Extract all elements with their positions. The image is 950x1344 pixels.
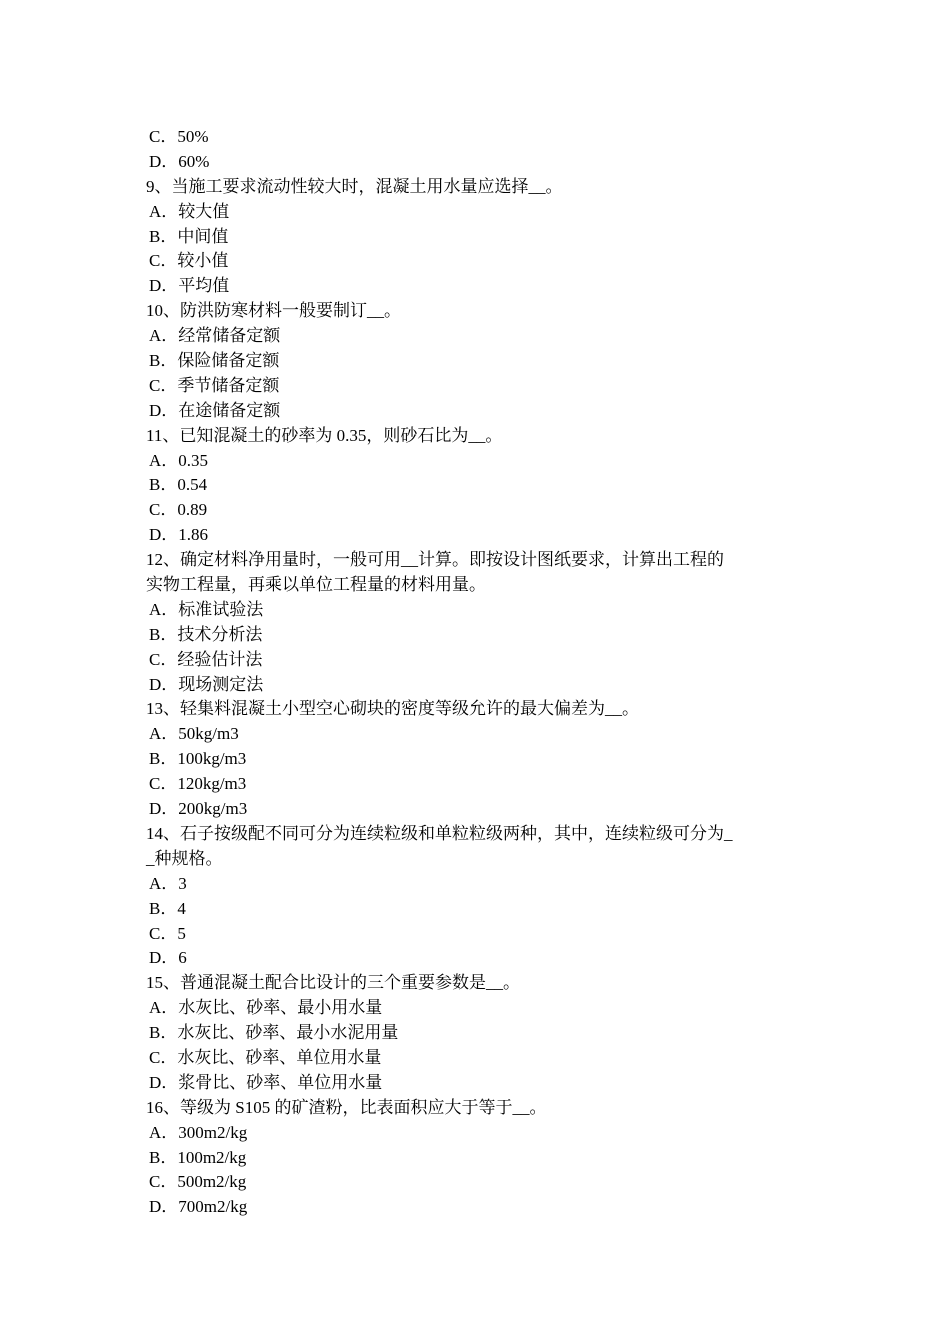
answer-option: C．较小值: [149, 251, 229, 271]
question-list: [146, 125, 810, 1220]
answer-option: A．较大值: [149, 201, 230, 221]
answer-option: B．100kg/m3: [149, 749, 247, 769]
question-text: _种规格。: [146, 848, 223, 868]
answer-option: B．水灰比、砂率、最小水泥用量: [149, 1023, 399, 1043]
answer-option: D．浆骨比、砂率、单位用水量: [149, 1072, 383, 1092]
answer-option: B．4: [149, 898, 186, 918]
answer-option: B．中间值: [149, 226, 229, 246]
answer-option: B．0.54: [149, 475, 208, 495]
question-text: 11、已知混凝土的砂率为 0.35，则砂石比为__。: [146, 425, 503, 445]
answer-option: B．100m2/kg: [149, 1147, 247, 1167]
answer-option: D．6: [149, 948, 187, 968]
answer-option: A．水灰比、砂率、最小用水量: [149, 998, 383, 1018]
answer-option: C．50%: [149, 127, 209, 146]
answer-option: D．60%: [149, 151, 210, 171]
answer-option: D．1.86: [149, 525, 209, 545]
answer-option: A．0.35: [149, 450, 209, 470]
answer-option: B．技术分析法: [149, 624, 263, 644]
answer-option: D．200kg/m3: [149, 799, 248, 819]
answer-option: C．水灰比、砂率、单位用水量: [149, 1047, 382, 1067]
answer-option: C．经验估计法: [149, 649, 263, 669]
question-text: 15、普通混凝土配合比设计的三个重要参数是__。: [146, 973, 520, 993]
answer-option: C．500m2/kg: [149, 1172, 247, 1192]
question-text: 9、当施工要求流动性较大时，混凝土用水量应选择__。: [146, 176, 563, 196]
answer-option: A．标准试验法: [149, 599, 264, 619]
answer-option: A．经常储备定额: [149, 326, 281, 346]
question-text: 13、轻集料混凝土小型空心砌块的密度等级允许的最大偏差为__。: [146, 699, 639, 719]
question-text: 16、等级为 S105 的矿渣粉，比表面积应大于等于__。: [146, 1097, 547, 1117]
answer-option: D．平均值: [149, 276, 230, 296]
question-text: 10、防洪防寒材料一般要制订__。: [146, 301, 401, 321]
answer-option: D．700m2/kg: [149, 1197, 248, 1217]
answer-option: A．50kg/m3: [149, 724, 239, 744]
answer-option: C．0.89: [149, 500, 208, 520]
question-text: 14、石子按级配不同可分为连续粒级和单粒粒级两种，其中，连续粒级可分为_: [146, 823, 733, 843]
answer-option: A．300m2/kg: [149, 1122, 248, 1142]
question-text: 实物工程量，再乘以单位工程量的材料用量。: [146, 575, 486, 595]
answer-option: B．保险储备定额: [149, 351, 280, 371]
answer-option: C．5: [149, 923, 186, 943]
question-text: 12、确定材料净用量时，一般可用__计算。即按设计图纸要求，计算出工程的: [146, 550, 724, 570]
answer-option: A．3: [149, 873, 187, 893]
answer-option: C．120kg/m3: [149, 774, 247, 794]
answer-option: D．在途储备定额: [149, 400, 281, 420]
answer-option: D．现场测定法: [149, 674, 264, 694]
answer-option: C．季节储备定额: [149, 375, 280, 395]
